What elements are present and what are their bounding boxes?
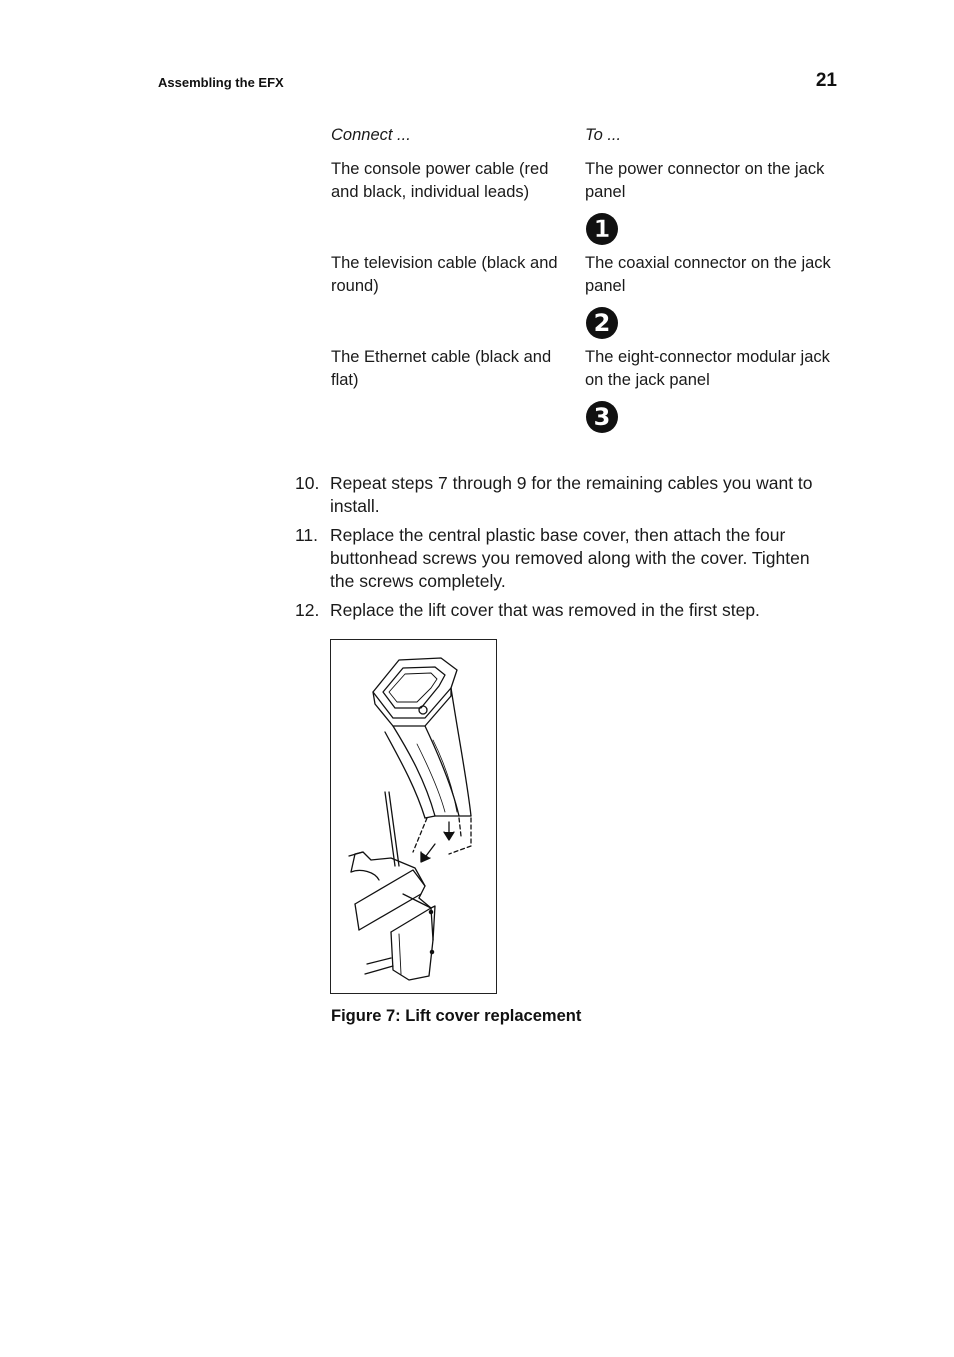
page-number: 21 — [815, 70, 837, 91]
table-header-row — [331, 124, 831, 158]
step-badge-1-icon — [585, 212, 619, 246]
to-cell: The coaxial connector on the jack panel — [585, 254, 831, 295]
column-header-to: To ... — [585, 126, 622, 144]
step-text: Replace the central plastic base cover, then attach the four buttonhead screws you removed along with the cover. Tighten the screws completely. — [330, 525, 810, 591]
connect-cell: The console power cable (red and black, individual leads) — [331, 160, 549, 201]
column-header-connect: Connect ... — [331, 126, 411, 144]
step-number: 12. — [295, 600, 320, 620]
lift-cover-illustration — [331, 640, 496, 993]
figure-illustration — [330, 639, 497, 994]
badge-number: 2 — [593, 309, 611, 337]
step-text: Replace the lift cover that was removed in the first step. — [330, 600, 760, 620]
badge-number: 1 — [593, 215, 611, 243]
connection-table — [331, 124, 831, 440]
step-number: 11. — [295, 525, 319, 545]
figure-caption: Figure 7: Lift cover replacement — [331, 1007, 582, 1025]
step-badge-3-icon — [585, 400, 619, 434]
table-row — [331, 346, 831, 440]
list-item — [295, 599, 835, 622]
step-text: Repeat steps 7 through 9 for the remaining cables you want to install. — [330, 473, 813, 516]
to-cell: The eight-connector modular jack on the jack panel — [585, 348, 830, 389]
badge-number: 3 — [593, 403, 611, 431]
step-badge-2-icon — [585, 306, 619, 340]
to-cell: The power connector on the jack panel — [585, 160, 825, 201]
list-item — [295, 524, 835, 593]
step-number: 10. — [295, 473, 320, 493]
list-item — [295, 472, 835, 518]
table-row — [331, 252, 831, 346]
connect-cell: The Ethernet cable (black and flat) — [331, 348, 552, 389]
running-head: Assembling the EFX — [158, 75, 284, 90]
table-row — [331, 158, 831, 252]
step-list — [295, 472, 835, 628]
connect-cell: The television cable (black and round) — [331, 254, 558, 295]
